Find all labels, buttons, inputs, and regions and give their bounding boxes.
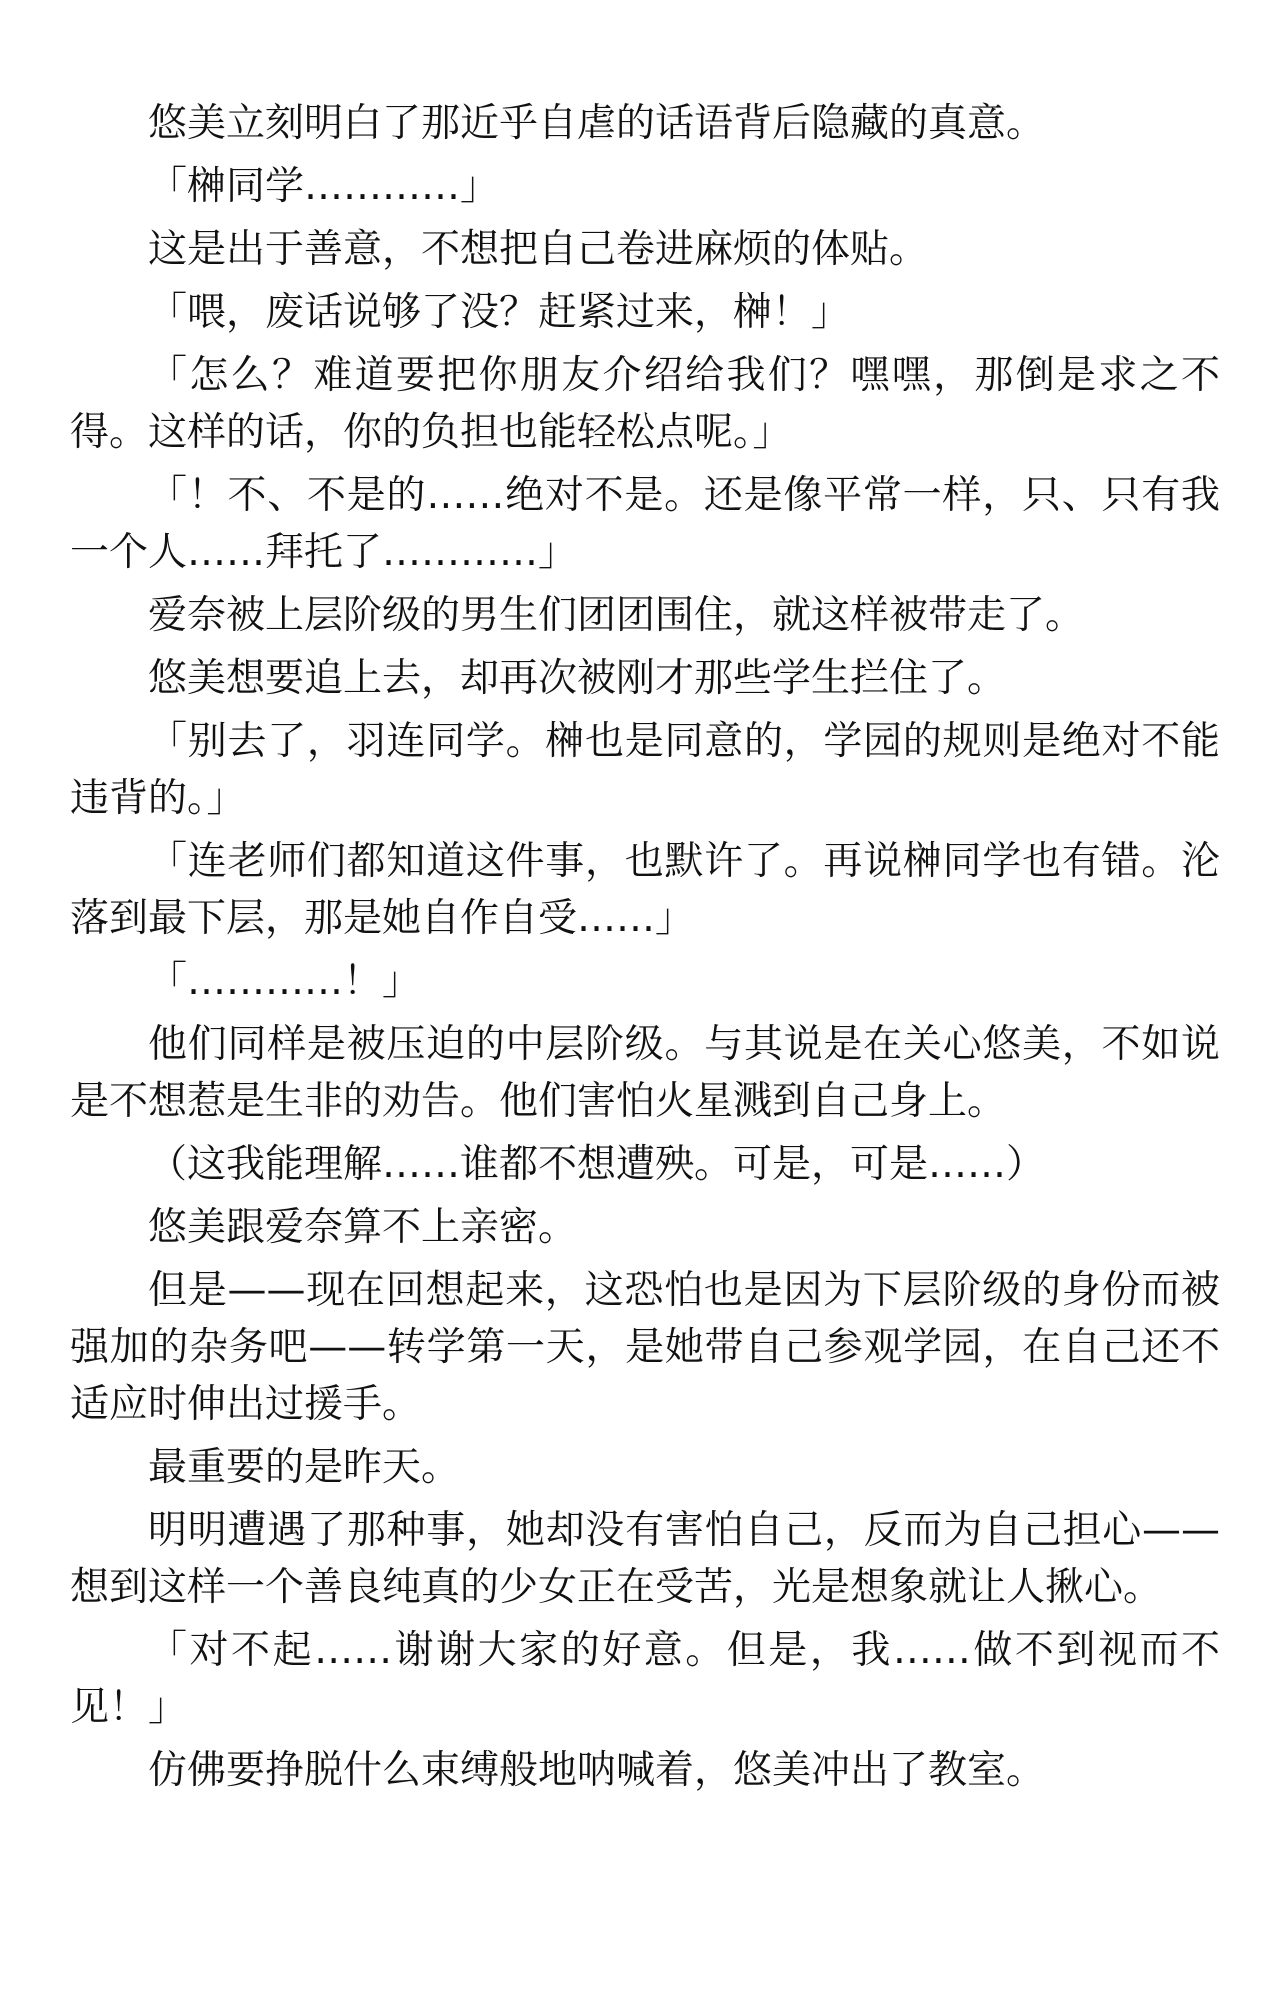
- paragraph: 「连老师们都知道这件事，也默许了。再说榊同学也有错。沦落到最下层，那是她自作自受……」: [70, 839, 1220, 941]
- novel-page: [70, 95, 1220, 1805]
- paragraph: 「榊同学…………」: [148, 164, 500, 209]
- paragraph: 他们同样是被压迫的中层阶级。与其说是在关心悠美，不如说是不想惹是生非的劝告。他们害怕火星溅到自己身上。: [70, 1022, 1220, 1124]
- paragraph: 「对不起……谢谢大家的好意。但是，我……做不到视而不见！」: [70, 1628, 1220, 1730]
- paragraph: 悠美立刻明白了那近乎自虐的话语背后隐藏的真意。: [148, 101, 1046, 146]
- paragraph: 「喂，废话说够了没？赶紧过来，榊！」: [148, 290, 851, 335]
- paragraph: 但是——现在回想起来，这恐怕也是因为下层阶级的身份而被强加的杂务吧——转学第一天，是她带自己参观学园，在自己还不适应时伸出过援手。: [70, 1268, 1220, 1427]
- paragraph: 最重要的是昨天。: [148, 1445, 461, 1490]
- paragraph: （这我能理解……谁都不想遭殃。可是，可是……）: [148, 1142, 1046, 1187]
- paragraph: 「怎么？难道要把你朋友介绍给我们？嘿嘿，那倒是求之不得。这样的话，你的负担也能轻松点呢。」: [70, 353, 1220, 455]
- paragraph: 悠美跟爱奈算不上亲密。: [148, 1205, 578, 1250]
- paragraph: 悠美想要追上去，却再次被刚才那些学生拦住了。: [148, 656, 1007, 701]
- paragraph: 爱奈被上层阶级的男生们团团围住，就这样被带走了。: [148, 593, 1085, 638]
- paragraph: 明明遭遇了那种事，她却没有害怕自己，反而为自己担心——想到这样一个善良纯真的少女正在受苦，光是想象就让人揪心。: [70, 1508, 1220, 1610]
- paragraph: 仿佛要挣脱什么束缚般地呐喊着，悠美冲出了教室。: [148, 1748, 1046, 1793]
- paragraph: 「！不、不是的……绝对不是。还是像平常一样，只、只有我一个人……拜托了…………」: [70, 473, 1220, 575]
- paragraph: 这是出于善意，不想把自己卷进麻烦的体贴。: [148, 227, 929, 272]
- paragraph: 「别去了，羽连同学。榊也是同意的，学园的规则是绝对不能违背的。」: [70, 719, 1220, 821]
- paragraph: 「…………！」: [148, 959, 422, 1004]
